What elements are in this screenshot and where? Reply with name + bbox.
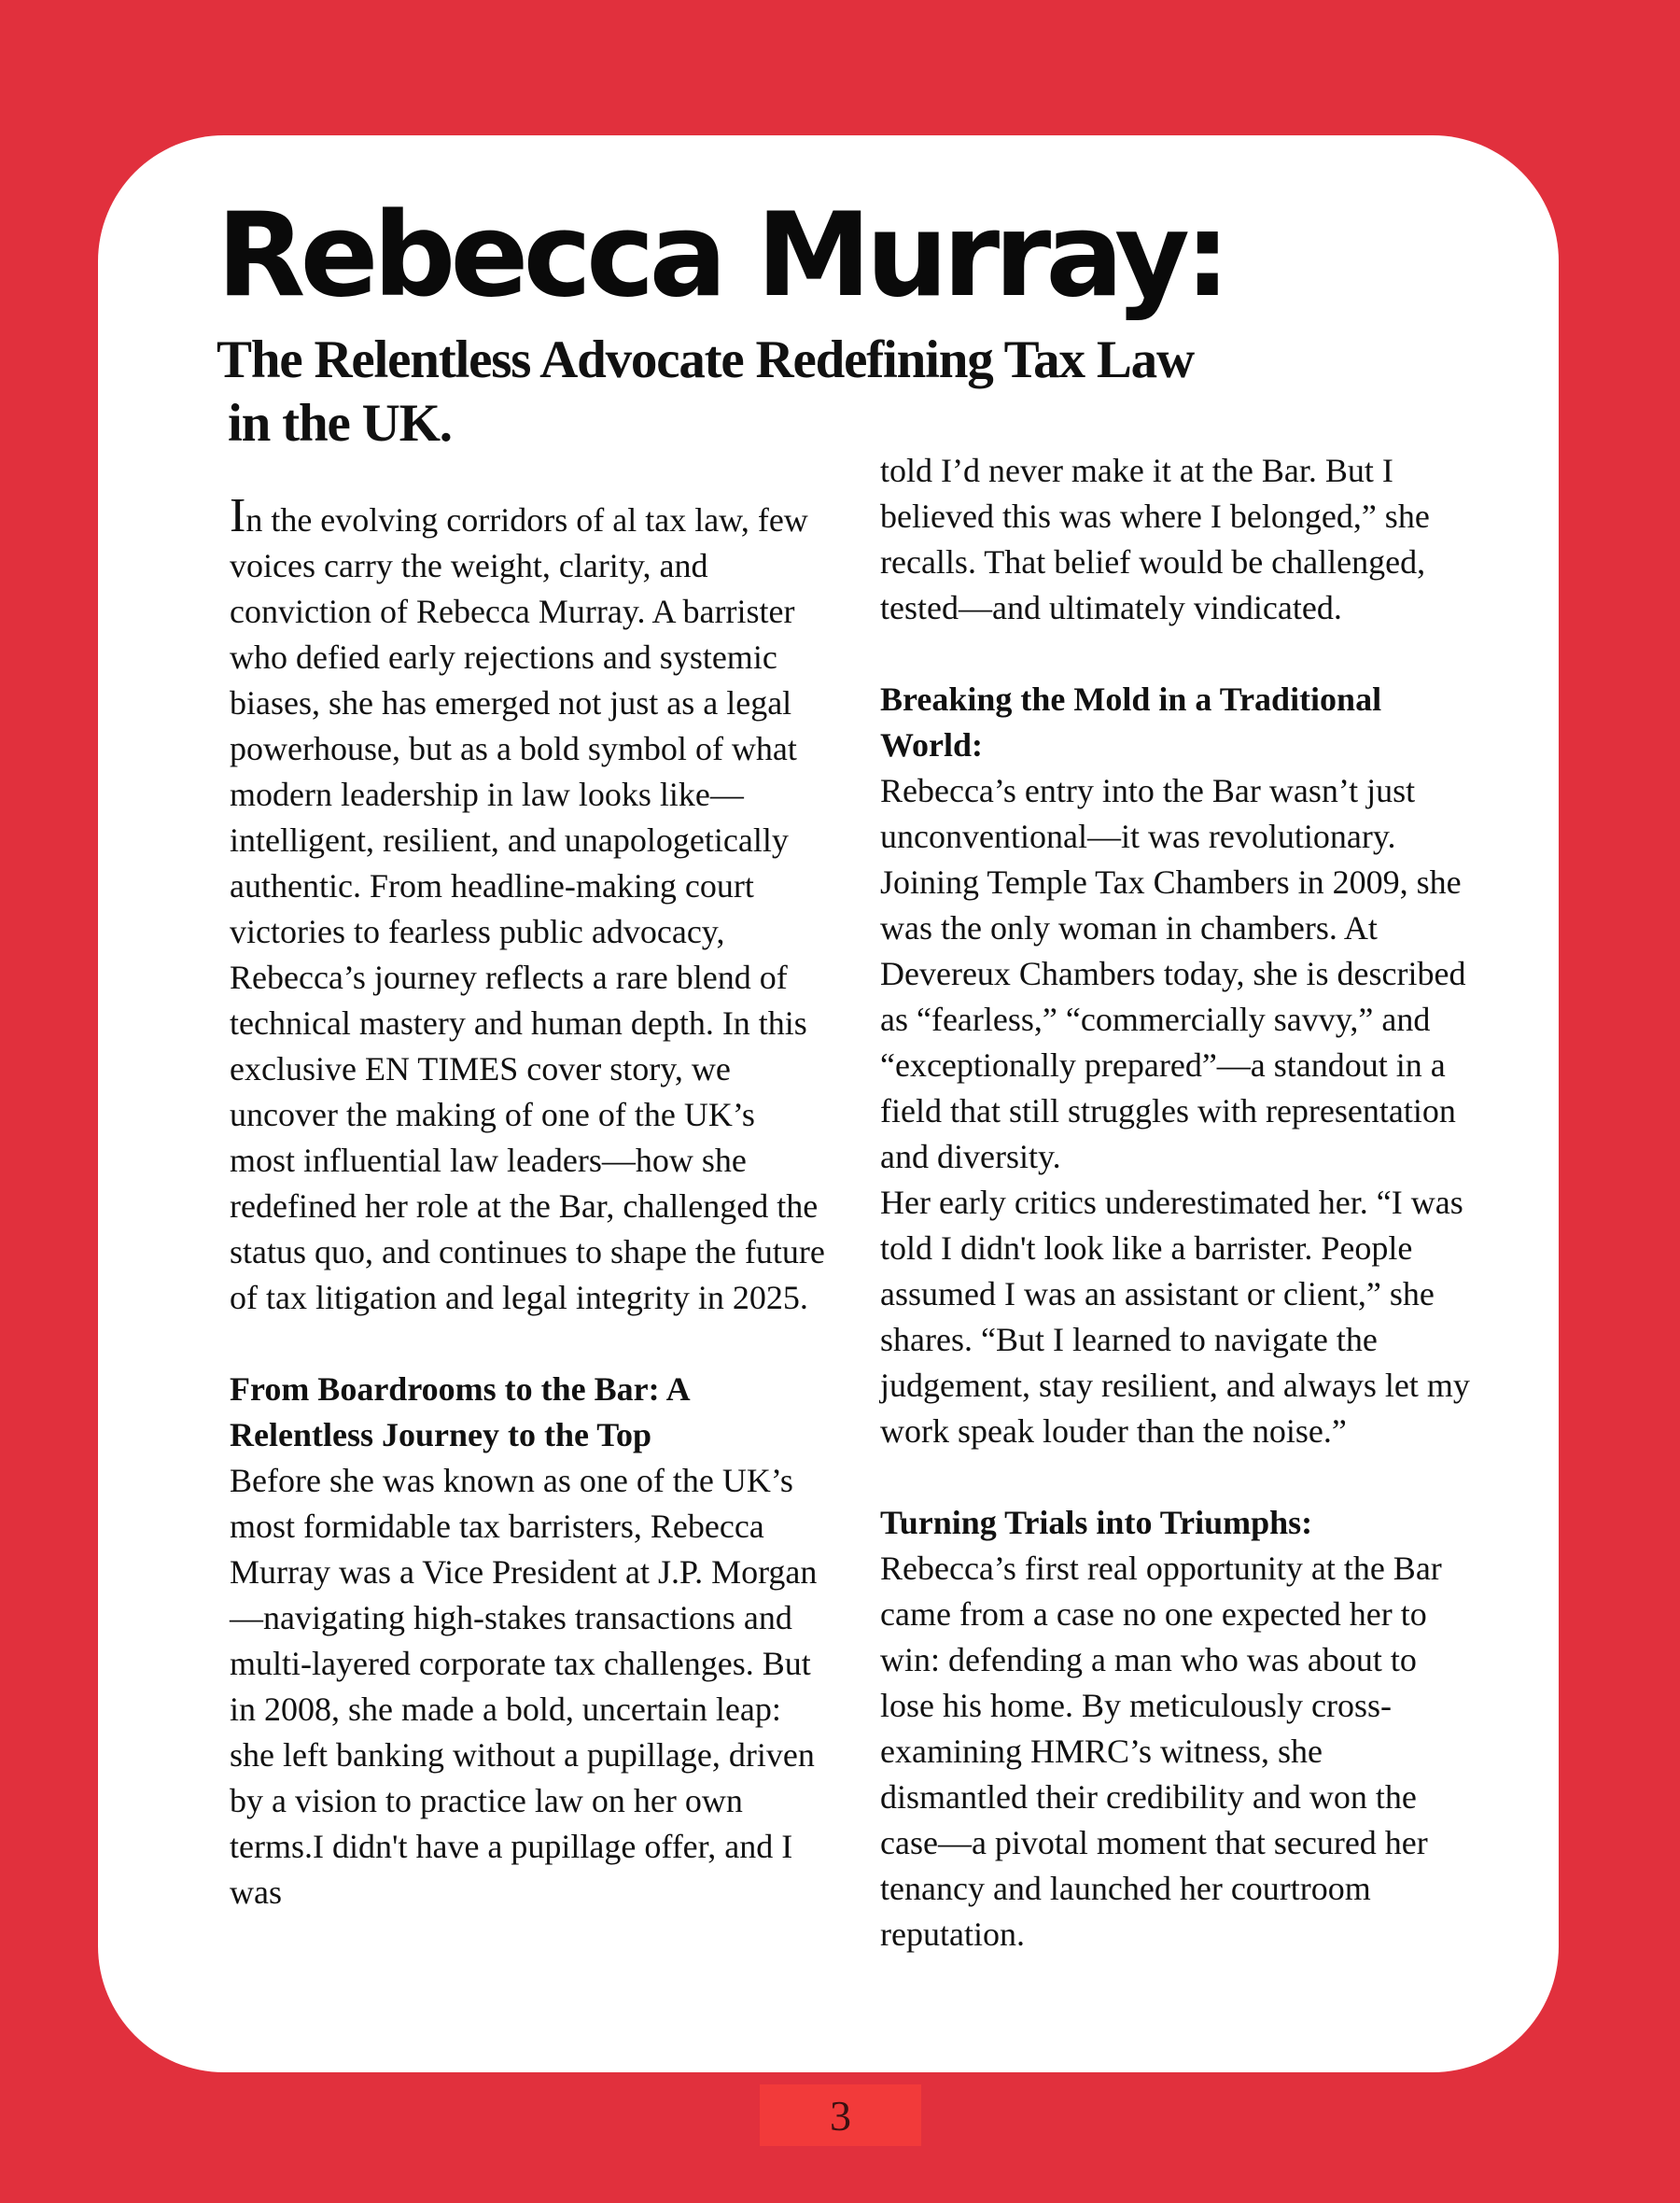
left-column <box>230 489 827 1915</box>
section-heading-trials: Turning Trials into Triumphs: <box>880 1504 1313 1541</box>
article-subtitle <box>217 329 1243 456</box>
paragraph-gap <box>880 1454 1477 1500</box>
section-heading-boardrooms: From Boardrooms to the Bar: A Relentless Journey to the Top <box>230 1370 689 1453</box>
section-body-breaking-mold: Rebecca’s entry into the Bar wasn’t just unconventional—it was revolutionary. Joining Temple Tax Chambers in 2009, she was the only woman in chambers. At Devereux Chambers today, she is described as “fearless,” “commercially savvy,” and “exceptionally prepared”—a standout in a field that still struggles with representation and diversity. <box>880 772 1466 1175</box>
section-body-boardrooms: Before she was known as one of the UK’s most formidable tax barristers, Rebecca Murray was a Vice President at J.P. Morgan—navigating high-stakes transactions and multi-layered corporate tax challenges. But in 2008, she made a bold, uncertain leap: she left banking without a pupillage, driven by a vision to practice law on her own terms.I didn't have a pupillage offer, and I was <box>230 1462 818 1911</box>
section-body-critics: Her early critics underestimated her. “I was told I didn't look like a barrister. People assumed I was an assistant or client,” she shares. “But I learned to navigate the judgement, stay resilient, and always let my work speak louder than the noise.” <box>880 1184 1470 1450</box>
paragraph-gap <box>230 1321 827 1367</box>
section-body-trials: Rebecca’s first real opportunity at the Bar came from a case no one expected her to win: defending a man who was about to lose his home. By meticulously cross-examining HMRC’s witness, she dismantled their credibility and won the case—a pivotal moment that secured her tenancy and launched her courtroom reputation. <box>880 1550 1442 1953</box>
article-title: Rebecca Murray: <box>217 189 1225 323</box>
drop-cap: I <box>230 489 246 542</box>
intro-text: n the evolving corridors of al tax law, few voices carry the weight, clarity, and conviction of Rebecca Murray. A barrister who defied early rejections and systemic biases, she has emerged not just as a legal powerhouse, but as a bold symbol of what modern leadership in law looks like—intelligent, resilient, and unapologetically authentic. From headline-making court victories to fearless public advocacy, Rebecca’s journey reflects a rare blend of technical mastery and human depth. In this exclusive EN TIMES cover story, we uncover the making of one of the UK’s most influential law leaders—how she redefined her role at the Bar, challenged the status quo, and continues to shape the future of tax litigation and legal integrity in 2025. <box>230 501 825 1316</box>
section-body-continued: told I’d never make it at the Bar. But I believed this was where I belonged,” she recalls. That belief would be challenged, tested—and ultimately vindicated. <box>880 452 1430 626</box>
right-column <box>880 448 1477 1957</box>
page-number: 3 <box>760 2084 921 2146</box>
subtitle-line-1: The Relentless Advocate Redefining Tax Law <box>217 330 1194 389</box>
paragraph-gap <box>880 631 1477 677</box>
subtitle-line-2: in the UK. <box>228 394 452 453</box>
section-heading-breaking-mold: Breaking the Mold in a Traditional World: <box>880 681 1382 764</box>
intro-paragraph <box>230 489 827 1321</box>
